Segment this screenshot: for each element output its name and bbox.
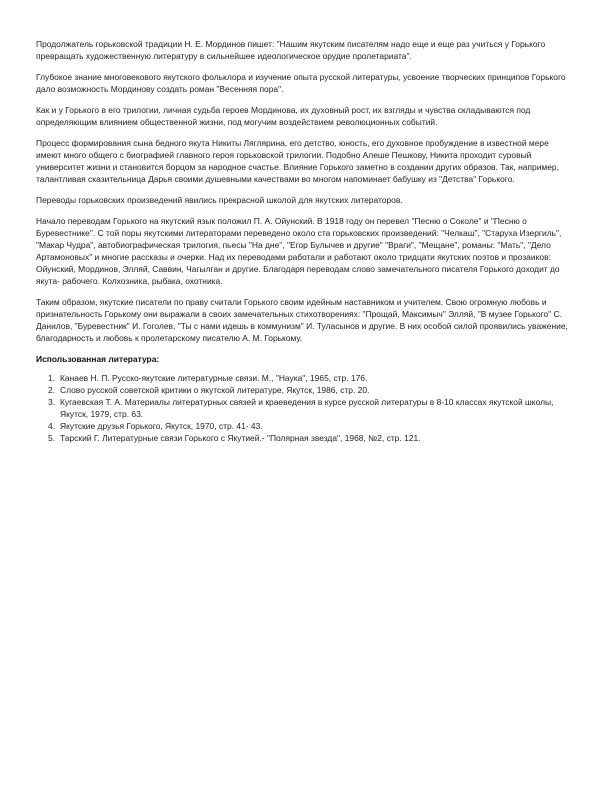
paragraph-6: Начало переводам Горького на якутский язык положил П. А. Ойунский. В 1918 году он перевел "Песню о Соколе" и "Песню о Буревестнике". С той поры якутскими литераторами переведено около ста горьковских произведений: "Челкаш", "Старуха Изергиль", "Макар Чудра", автобиографическая трилогия, пьесы "На дне", "Егор Булычев и другие" "Враги", "Мещане", романы: "Мать", "Дело Артамоновых" и многие рассказы и очерки. Над их переводами работали и работают около тридцати якутских поэтов и прозаиков: Ойунский, Мординов, Элляй, Саввин, Чагылган и другие. Благодаря переводам слово замечательного писателя Горького доходит до якута- рабочего. Колхозника, рыбака, охотника. [36, 216, 562, 286]
bibliography-item-text: Тарский Г. Литературные связи Горького с Якутией.- "Полярная звезда", 1968, №2, стр. 121. [60, 433, 421, 443]
bibliography-item-number: 1. [48, 373, 56, 383]
bibliography-item [36, 372, 576, 384]
bibliography-item-number: 5. [48, 433, 56, 443]
bibliography-item [36, 432, 576, 444]
bibliography-item [36, 420, 576, 432]
paragraph-1: Продолжатель горьковской традиции Н. Е. Мординов пишет: "Нашим якутским писателям надо еще и еще раз учиться у Горького превращать художественную литературу в сильнейшее идеологическое орудие пролетариата". [36, 39, 546, 61]
bibliography-heading: Использованная литература: [36, 354, 160, 364]
document-body [36, 38, 576, 444]
paragraph-5: Переводы горьковских произведений явились прекрасной школой для якутских литераторов. [36, 195, 403, 205]
bibliography-item-number: 3. [48, 397, 56, 407]
paragraph-7: Таким образом, якутские писатели по праву считали Горького своим идейным наставником и учителем. Свою огромную любовь и признательность Горькому они выражали в своих замечательных стихотворениях: "Прощай, Максимыч" Элляй, "В музее Горького" С. Данилов, "Буревестник" И. Гоголев, "Ты с нами идешь в коммунизм" И. Туласынов и другие. В них особой силой проявились уважение, благодарность и любовь к пролетарскому писателю А. М. Горькому. [36, 297, 568, 343]
bibliography-item [36, 384, 576, 396]
bibliography-item [36, 396, 576, 420]
paragraph-3: Как и у Горького в его трилогии, личная судьба героев Мординова, их духовный рост, их взгляды и чувства складываются под определяющим влиянием общественной жизни, под могучим воздействием революционных событий. [36, 105, 531, 127]
bibliography-item-text: Кугаевская Т. А. Материалы литературных связей и краеведения в курсе русской литературы в 8-10 классах якутской школы, Якутск, 1979, стр. 63. [60, 397, 554, 419]
bibliography-item-text: Якутские друзья Горького, Якутск, 1970, стр. 41- 43. [60, 421, 263, 431]
bibliography-item-text: Канаев Н. П. Русско-якутские литературные связи. М., "Наука", 1965, стр. 176. [60, 373, 368, 383]
bibliography-item-number: 4. [48, 421, 56, 431]
bibliography-item-text: Слово русской советской критики о якутской литературе, Якутск, 1986, стр. 20. [60, 385, 370, 395]
bibliography-item-number: 2. [48, 385, 56, 395]
paragraph-2: Глубокое знание многовекового якутского фольклора и изучение опыта русской литературы, усвоение творческих принципов Горького дало возможность Мординову создать роман "Весенняя пора". [36, 72, 566, 94]
bibliography-list [36, 372, 576, 444]
paragraph-4: Процесс формирования сына бедного якута Никиты Ляглярина, его детство, юность, его духовное пробуждение в известной мере имеют много общего с биографией главного героя горьковской трилогии. Подобно Алеше Пешкову, Никита проходит суровый университет жизни и становится борцом за народное счастье. Влияние Горького заметно в создании других образов. Так, например, талантливая сказительница Дарья своими душевными качествами во многом напоминает бабушку из "Детства" Горького. [36, 138, 559, 184]
